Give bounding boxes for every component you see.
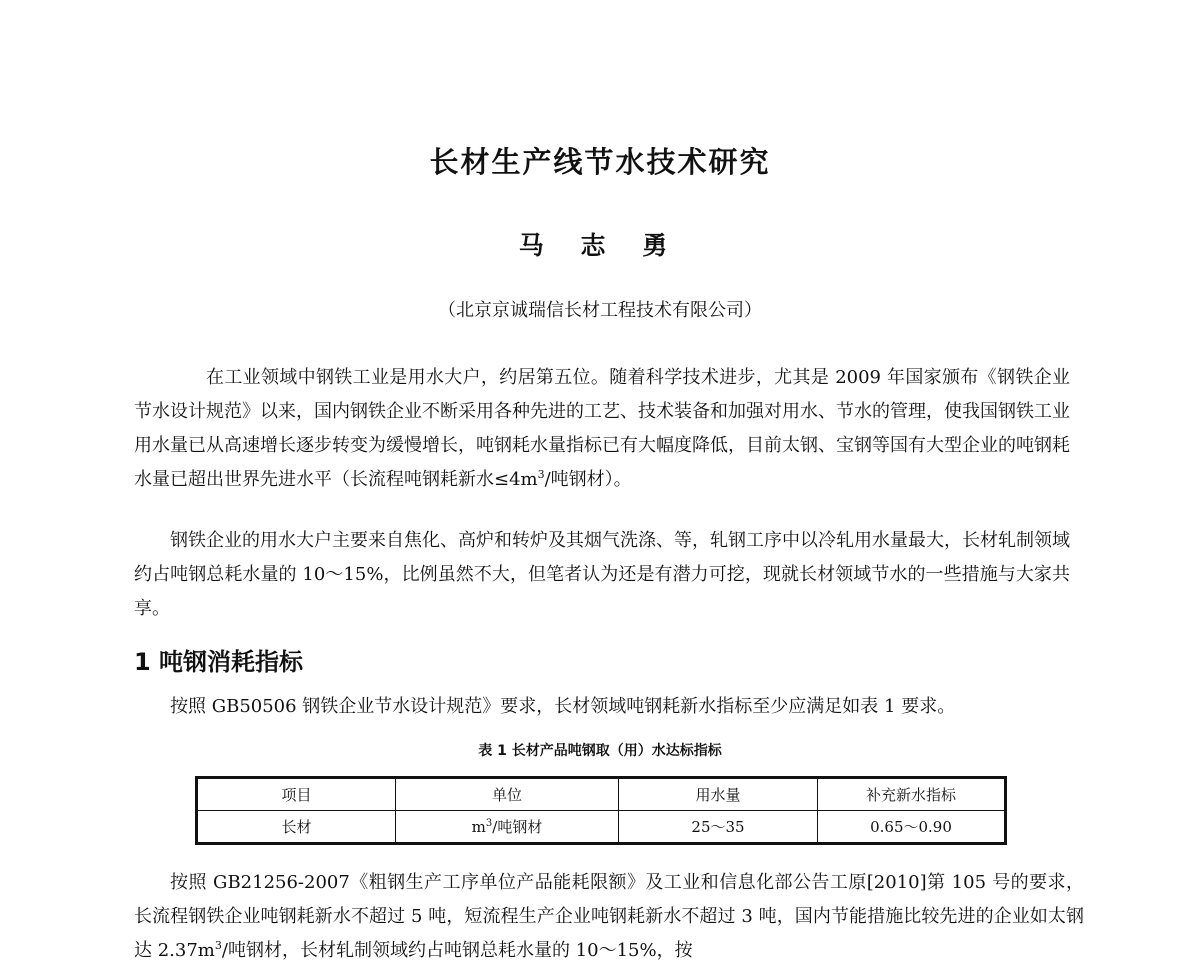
table-cell-water: 25～35 (619, 811, 818, 844)
superscript-3: 3 (214, 939, 222, 952)
intro-paragraph-2: 钢铁企业的用水大户主要来自焦化、高炉和转炉及其烟气洗涤、等，轧钢工序中以冷轧用水量最大，长材轧制领域约占吨钢总耗水量的 10～15%，比例虽然不大，但笔者认为还是有潜力可挖，现就长材领域节水的一些措施与大家共享。 (134, 530, 1070, 619)
unit-suffix: /吨钢材 (492, 818, 543, 836)
table-header-row (197, 778, 1006, 811)
table-header-cell: 项目 (197, 778, 396, 811)
intro-paragraph-1 (134, 361, 1070, 497)
table-header-cell: 用水量 (619, 778, 818, 811)
affiliation: （北京京诚瑞信长材工程技术有限公司） (438, 300, 762, 321)
table-cell-fresh: 0.65～0.90 (818, 811, 1006, 844)
paper-title: 长材生产线节水技术研究 (429, 145, 771, 179)
unit-superscript: 3 (485, 818, 493, 829)
table-header-cell: 补充新水指标 (818, 778, 1006, 811)
water-index-table (195, 776, 1007, 845)
intro-paragraph-1-end: /吨钢材）。 (544, 469, 632, 490)
table-cell-unit (396, 811, 619, 844)
table-row (197, 811, 1006, 844)
section1-paragraph-1: 按照 GB50506 钢铁企业节水设计规范》要求，长材领域吨钢耗新水指标至少应满足如表 1 要求。 (170, 696, 956, 717)
superscript-3: 3 (537, 468, 545, 481)
author-name: 马 志 勇 (518, 231, 682, 260)
table-cell-item: 长材 (197, 811, 396, 844)
table-header-cell: 单位 (396, 778, 619, 811)
intro-paragraph-1-text: 在工业领域中钢铁工业是用水大户，约居第五位。随着科学技术进步，尤其是 2009 年国家颁布《钢铁企业节水设计规范》以来，国内钢铁企业不断采用各种先进的工艺、技术装备和加强对用水、节水的管理，使我国钢铁工业用水量已从高速增长逐步转变为缓慢增长，吨钢耗水量指标已有大幅度降低，目前太钢、宝钢等国有大型企业的吨钢耗水量已超出世界先进水平（长流程吨钢耗新水≤4m (134, 367, 1070, 490)
section-heading-1: 1 吨钢消耗指标 (134, 648, 304, 676)
section1-paragraph-2-end: /吨钢材，长材轧制领域约占吨钢总耗水量的 10～15%，按 (221, 940, 693, 961)
unit-base: m (471, 818, 486, 836)
section1-paragraph-2-text: 按照 GB21256-2007《粗钢生产工序单位产品能耗限额》及工业和信息化部公告工原[2010]第 105 号的要求，长流程钢铁企业吨钢耗新水不超过 5 吨，短流程生产企业吨钢耗新水不超过 3 吨，国内节能措施比较先进的企业如太钢达 2.37m (134, 872, 1084, 961)
table-caption: 表 1 长材产品吨钢取（用）水达标指标 (478, 743, 722, 759)
section1-paragraph-2 (134, 866, 1084, 968)
